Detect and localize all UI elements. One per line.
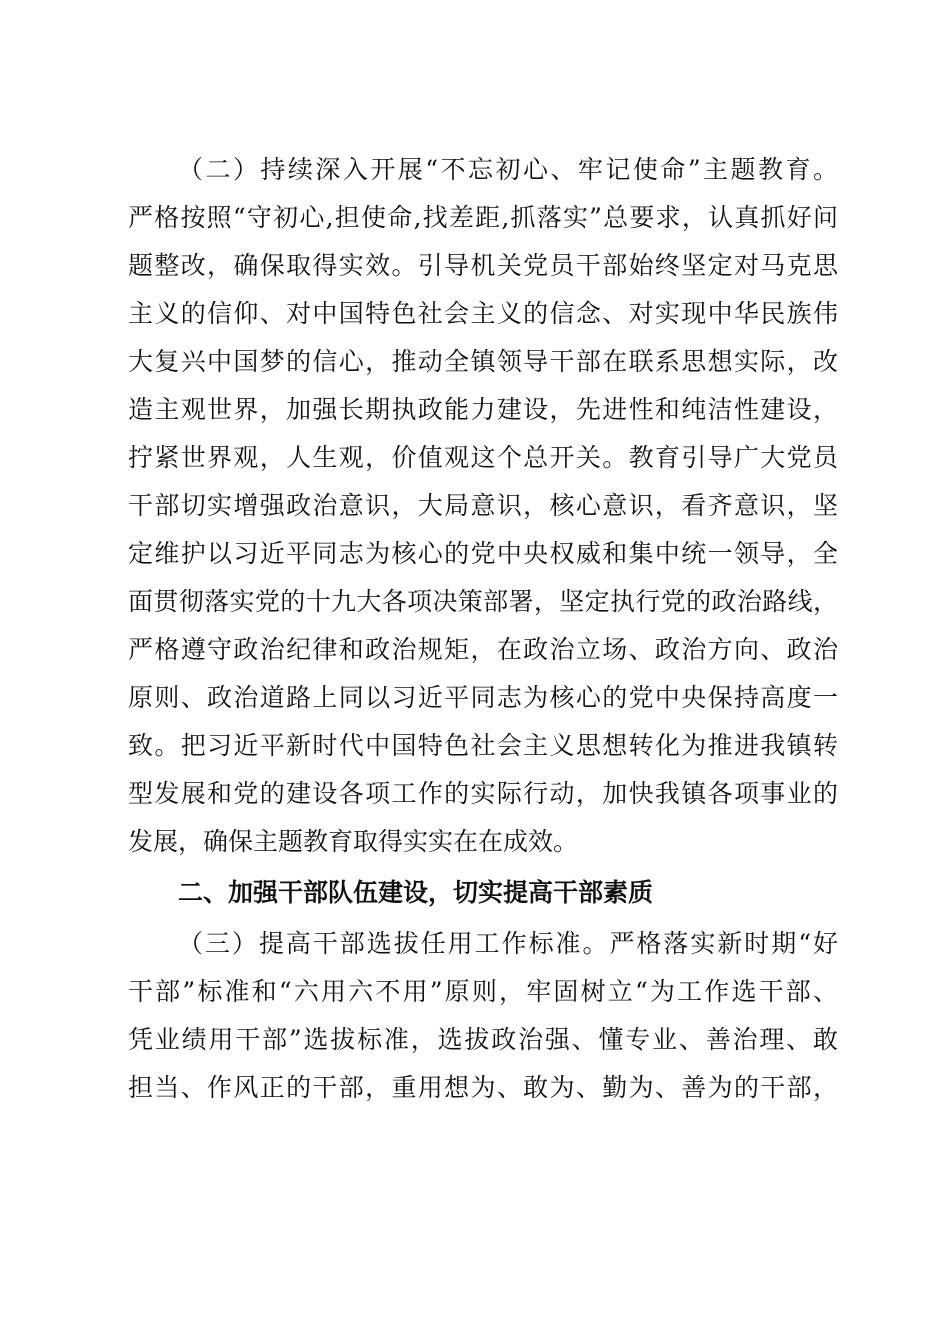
paragraph-2-line-10: 面贯彻落实党的十九大各项决策部署，坚定执行党的政治路线，: [128, 587, 838, 616]
paragraph-3-line-4: 担当、作风正的干部，重用想为、敢为、勤为、善为的干部，: [128, 1073, 838, 1102]
paragraph-2-line-2: 严格按照“守初心,担使命,找差距,抓落实”总要求，认真抓好问: [128, 203, 838, 232]
paragraph-2-line-6: 造主观世界，加强长期执政能力建设，先进性和纯洁性建设，: [128, 395, 838, 424]
paragraph-2-line-13: 致。把习近平新时代中国特色社会主义思想转化为推进我镇转: [128, 731, 838, 760]
section-heading: 二、加强干部队伍建设，切实提高干部素质: [178, 878, 654, 907]
paragraph-2-line-9: 定维护以习近平同志为核心的党中央权威和集中统一领导，全: [128, 539, 838, 568]
paragraph-2-line-8: 干部切实增强政治意识，大局意识，核心意识，看齐意识，坚: [128, 491, 838, 520]
paragraph-2-line-4: 主义的信仰、对中国特色社会主义的信念、对实现中华民族伟: [128, 299, 838, 328]
paragraph-3-line-3: 凭业绩用干部”选拔标准，选拔政治强、懂专业、善治理、敢: [128, 1025, 838, 1054]
paragraph-2-line-5: 大复兴中国梦的信心，推动全镇领导干部在联系思想实际，改: [128, 347, 838, 376]
paragraph-2-line-11: 严格遵守政治纪律和政治规矩，在政治立场、政治方向、政治: [128, 635, 838, 664]
paragraph-2-line-15: 发展，确保主题教育取得实实在在成效。: [128, 827, 579, 856]
paragraph-3-line-1: （三）提高干部选拔任用工作标准。严格落实新时期“好: [178, 929, 838, 958]
paragraph-2-line-7: 拧紧世界观，人生观，价值观这个总开关。教育引导广大党员: [128, 443, 838, 472]
paragraph-2-line-12: 原则、政治道路上同以习近平同志为核心的党中央保持高度一: [128, 683, 838, 712]
paragraph-3-line-2: 干部”标准和“六用六不用”原则，牢固树立“为工作选干部、: [128, 977, 838, 1006]
paragraph-2-line-14: 型发展和党的建设各项工作的实际行动，加快我镇各项事业的: [128, 779, 838, 808]
paragraph-2-line-1: （二）持续深入开展“不忘初心、牢记使命”主题教育。: [178, 155, 838, 184]
paragraph-2-line-3: 题整改，确保取得实效。引导机关党员干部始终坚定对马克思: [128, 251, 838, 280]
